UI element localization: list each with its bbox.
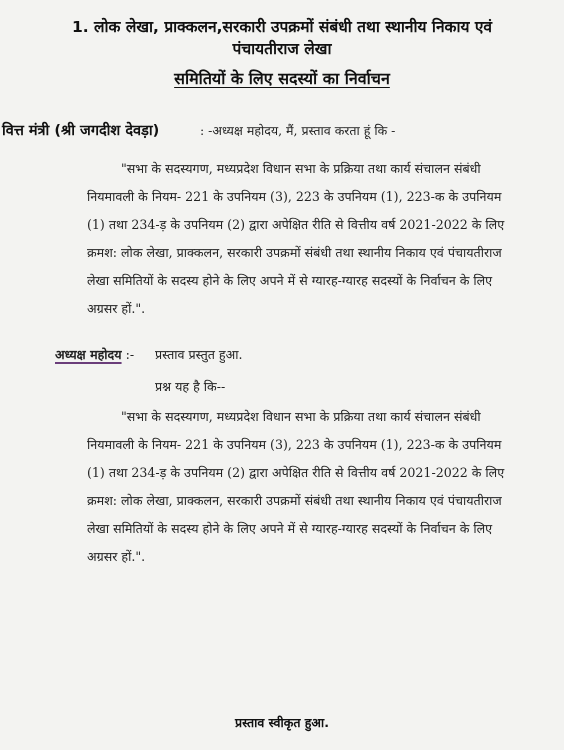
motion-2-line: (1) तथा 234-ड़ के उपनियम (2) द्वारा अपेक्षित रीति से वित्तीय वर्ष 2021-2022 के लिए bbox=[87, 465, 505, 480]
motion-2-line: नियमावली के नियम- 221 के उपनियम (3), 223 के उपनियम (1), 223-क के उपनियम bbox=[87, 437, 502, 452]
speaker-chair-suffix: :- bbox=[125, 347, 135, 362]
motion-1-line: क्रमश: लोक लेखा, प्राक्कलन, सरकारी उपक्रमों संबंधी तथा स्थानीय निकाय एवं पंचायतीराज bbox=[87, 245, 502, 260]
motion-2-line: अग्रसर हों.". bbox=[87, 549, 146, 564]
speaker-chair-text: प्रस्ताव प्रस्तुत हुआ. bbox=[155, 347, 243, 362]
motion-approved: प्रस्ताव स्वीकृत हुआ. bbox=[235, 715, 329, 730]
question-line: प्रश्न यह है कि-- bbox=[155, 379, 226, 394]
motion-1-line: नियमावली के नियम- 221 के उपनियम (3), 223 के उपनियम (1), 223-क के उपनियम bbox=[87, 189, 502, 204]
heading-subtitle-text: समितियों के लिए सदस्यों का निर्वाचन bbox=[174, 69, 390, 88]
heading-subtitle bbox=[0, 68, 564, 90]
motion-1-line: (1) तथा 234-ड़ के उपनियम (2) द्वारा अपेक्षित रीति से वित्तीय वर्ष 2021-2022 के लिए bbox=[87, 217, 505, 232]
heading-line-1: 1. लोक लेखा, प्राक्कलन,सरकारी उपक्रमों संबंधी तथा स्थानीय निकाय एवं bbox=[71, 18, 493, 36]
motion-2-line: "सभा के सदस्यगण, मध्यप्रदेश विधान सभा के प्रक्रिया तथा कार्य संचालन संबंधी bbox=[121, 409, 481, 424]
heading-line-2: पंचायतीराज लेखा bbox=[232, 40, 332, 58]
motion-1-line: अग्रसर हों.". bbox=[87, 301, 146, 316]
speaker-chair bbox=[55, 346, 134, 363]
motion-1-line: "सभा के सदस्यगण, मध्यप्रदेश विधान सभा के प्रक्रिया तथा कार्य संचालन संबंधी bbox=[121, 161, 481, 176]
speaker-chair-name: अध्यक्ष महोदय bbox=[55, 347, 122, 362]
motion-2-line: लेखा समितियों के सदस्य होने के लिए अपने में से ग्यारह-ग्यारह सदस्यों के निर्वाचन के लिए bbox=[87, 521, 493, 536]
motion-1-line: लेखा समितियों के सदस्य होने के लिए अपने में से ग्यारह-ग्यारह सदस्यों के निर्वाचन के लिए bbox=[87, 273, 493, 288]
motion-2-line: क्रमश: लोक लेखा, प्राक्कलन, सरकारी उपक्रमों संबंधी तथा स्थानीय निकाय एवं पंचायतीराज bbox=[87, 493, 502, 508]
speaker-finance-minister: वित्त मंत्री (श्री जगदीश देवड़ा) bbox=[2, 123, 160, 139]
speaker-finance-minister-text: : -अध्यक्ष महोदय, मैं, प्रस्ताव करता हूं कि - bbox=[200, 123, 396, 138]
